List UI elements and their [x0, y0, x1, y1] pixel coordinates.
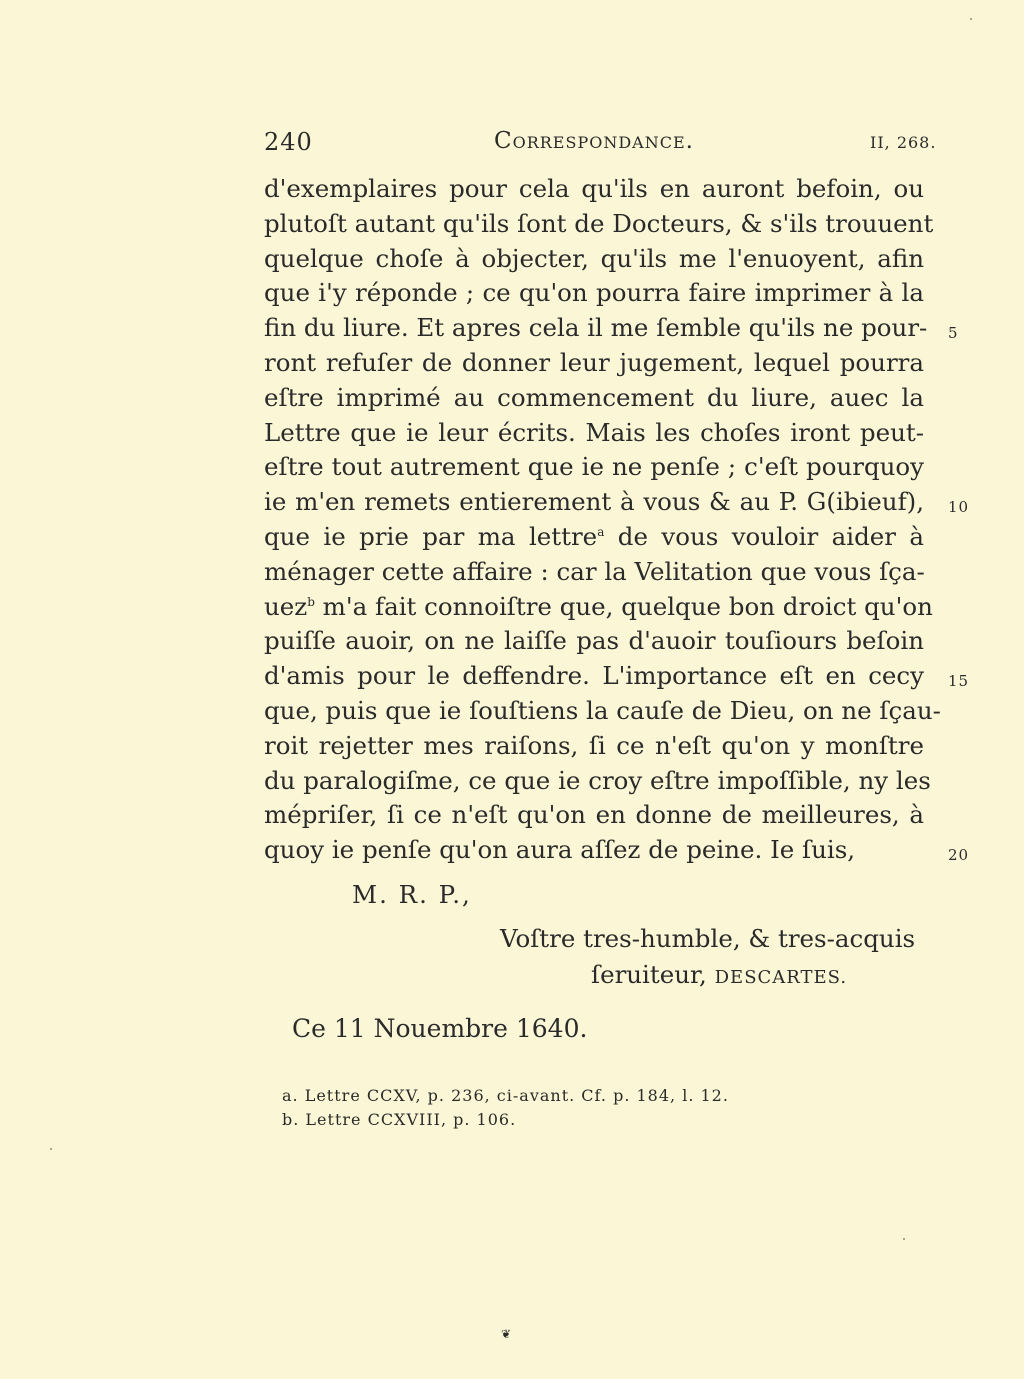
text-line: ie m'en remets entierement à vous & au P. G(ibieuf),	[264, 487, 924, 517]
paper-speck	[970, 18, 972, 20]
edition-reference: II, 268.	[870, 133, 937, 152]
text-line: que, puis que ie ſouſtiens la cauſe de Dieu, on ne ſçau-	[264, 695, 941, 725]
footnotes	[282, 1084, 729, 1132]
text-line-with-footnote-b	[264, 590, 933, 625]
footnote-mark-a: a	[597, 524, 605, 539]
footnote-b: b. Lettre CCXVIII, p. 106.	[282, 1110, 517, 1129]
line-number-15: 15	[948, 672, 970, 690]
text-line: eſtre imprimé au commencement du liure, auec la	[264, 382, 924, 412]
text-line: mépriſer, ſi ce n'eſt qu'on en donne de meilleures, à	[264, 800, 924, 830]
text-line: puiſſe auoir, on ne laiſſe pas d'auoir touſiours beſoin	[264, 626, 924, 656]
paper-speck	[50, 1148, 52, 1150]
text-line: plutoſt autant qu'ils ſont de Docteurs, & s'ils trouuent	[264, 208, 934, 238]
text-segment: uez	[264, 591, 308, 621]
footnote-mark-b: b	[307, 594, 315, 609]
paper-speck	[903, 1238, 905, 1240]
page-number: 240	[264, 128, 313, 156]
text-line: quelque choſe à objecter, qu'ils me l'enuoyent, afin	[264, 243, 924, 273]
running-head: Correspondance.	[494, 128, 694, 154]
footnote-a: a. Lettre CCXV, p. 236, ci-avant. Cf. p. 184, l. 12.	[282, 1086, 729, 1105]
line-number-10: 10	[948, 498, 970, 516]
text-line: du paralogiſme, ce que ie croy eſtre impoſſible, ny les	[264, 765, 931, 795]
text-line: eſtre tout autrement que ie ne penſe ; c'eſt pourquoy	[264, 452, 924, 482]
text-line: fin du liure. Et apres cela il me ſemble qu'ils ne pour-	[264, 313, 928, 343]
closing-formula: Voſtre tres-humble, & tres-acquis	[500, 924, 916, 953]
text-line: d'amis pour le deffendre. L'importance eſt en cecy	[264, 661, 924, 691]
closing-signature-line	[591, 960, 847, 989]
text-segment: que ie prie par ma lettre	[264, 521, 598, 551]
text-line: roit rejetter mes raiſons, ſi ce n'eſt qu'on y monſtre	[264, 730, 924, 760]
text-line: d'exemplaires pour cela qu'ils en auront befoin, ou	[264, 174, 924, 203]
letter-date: Ce 11 Nouembre 1640.	[292, 1014, 588, 1043]
line-number-5: 5	[948, 324, 959, 342]
text-segment: de vous vouloir aider à	[604, 521, 924, 551]
text-line: ront refuſer de donner leur jugement, lequel pourra	[264, 347, 924, 377]
signature: DESCARTES.	[714, 967, 848, 988]
text-line: Lettre que ie leur écrits. Mais les choſes iront peut-	[264, 417, 924, 447]
text-line: quoy ie penſe qu'on aura aſſez de peine. Ie ſuis,	[264, 835, 856, 865]
line-number-20: 20	[948, 846, 970, 864]
salutation: M. R. P.,	[352, 880, 472, 909]
text-line: que i'y réponde ; ce qu'on pourra faire imprimer à la	[264, 278, 924, 308]
letter-body	[264, 172, 941, 868]
text-line: ménager cette affaire : car la Velitation que vous ſça-	[264, 556, 925, 586]
ornament-mark: ❦	[501, 1327, 512, 1341]
text-line-with-footnote-a	[264, 520, 924, 555]
text-segment: m'a fait connoiſtre que, quelque bon droict qu'on	[314, 591, 933, 621]
closing-servant: ſeruiteur,	[591, 960, 715, 989]
